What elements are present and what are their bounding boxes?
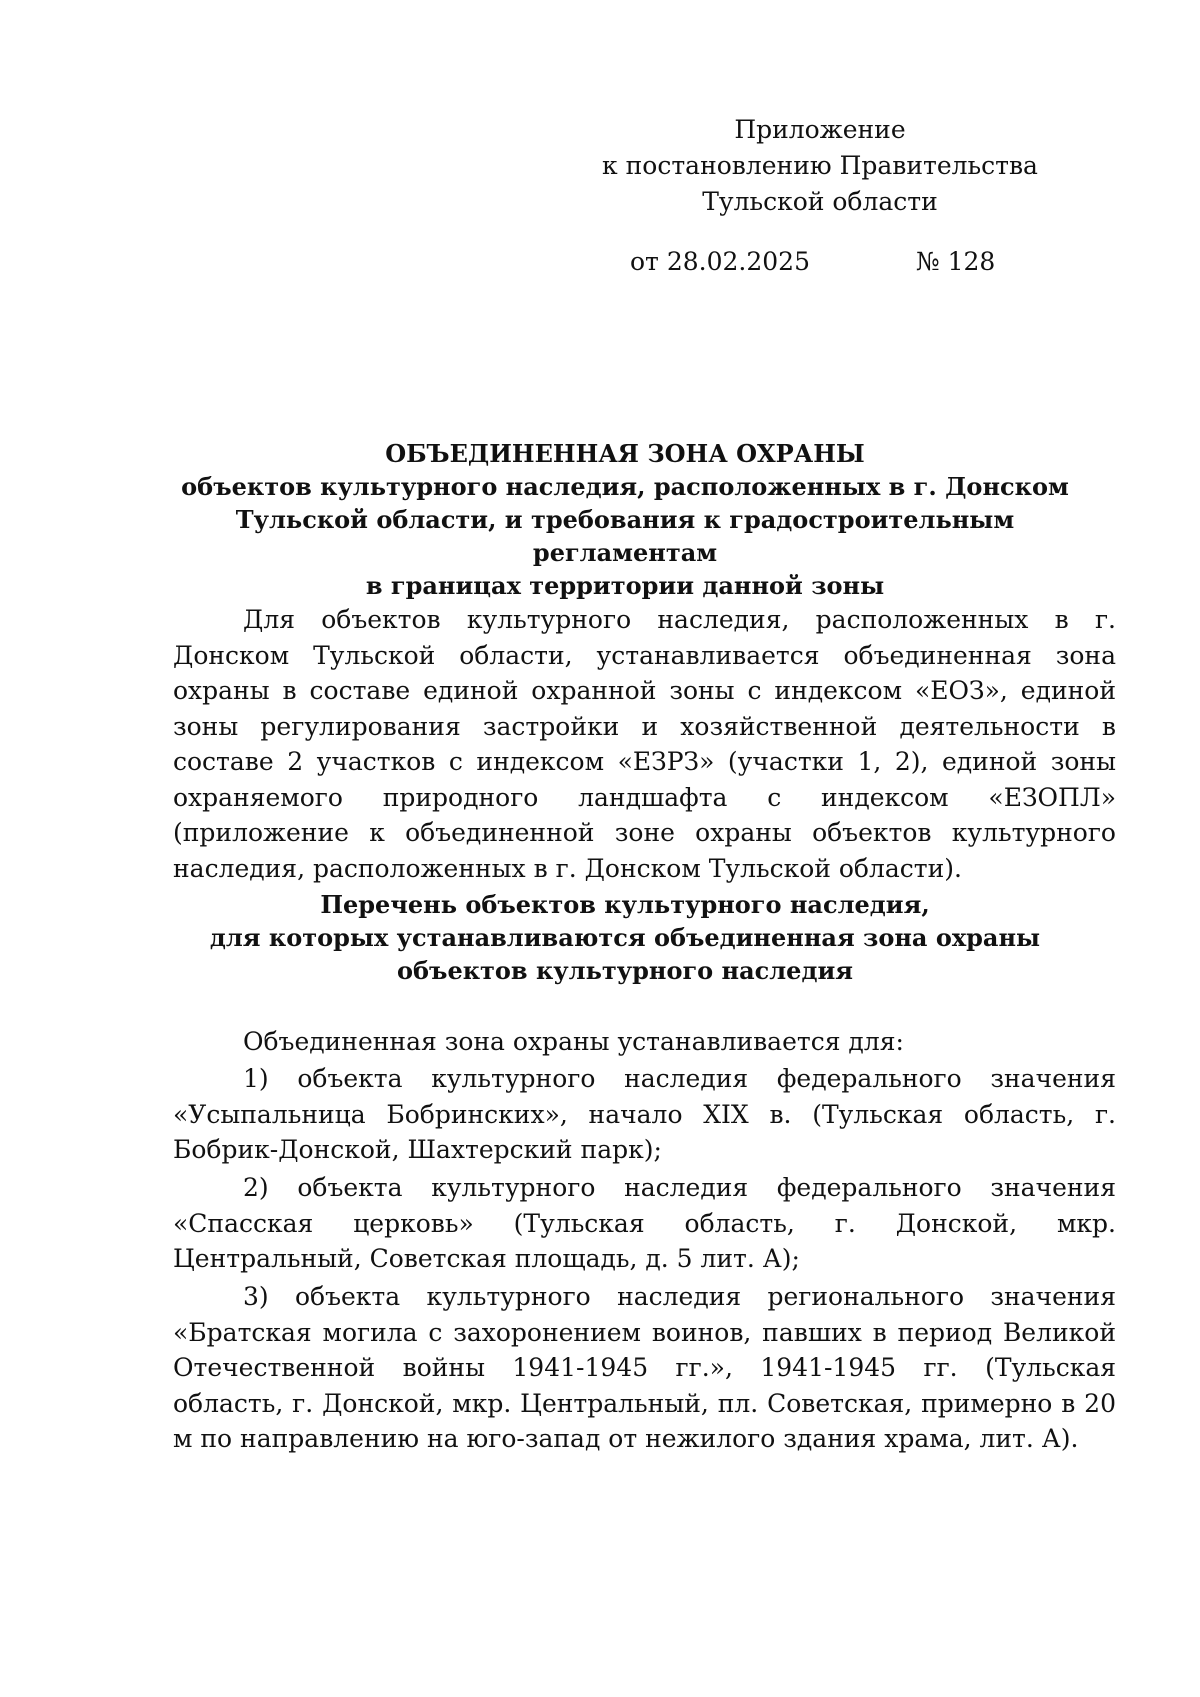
title-line-4: в границах территории данной зоны xyxy=(365,571,885,600)
list-item: 2) объекта культурного наследия федерального значения «Спасская церковь» (Тульская область, г. Донской, мкр. Центральный, Советская площадь, д. 5 лит. А); xyxy=(173,1173,1116,1273)
order-number: № 128 xyxy=(916,247,996,276)
list-heading-line-1: Перечень объектов культурного наследия, xyxy=(320,890,930,919)
title-line-1: ОБЪЕДИНЕННАЯ ЗОНА ОХРАНЫ xyxy=(385,439,865,468)
list-item: 3) объекта культурного наследия регионального значения «Братская могила с захоронением воинов, павших в период Великой Отечественной войны 1941-1945 гг.», 1941-1945 гг. (Тульская область, г. Донской, мкр. Центральный, пл. Советская, примерно в 20 м по направлению на юго-запад от нежилого здания храма, лит. А). xyxy=(173,1282,1116,1453)
list-heading-line-3: объектов культурного наследия xyxy=(397,956,853,985)
appendix-line-2: к постановлению Правительства xyxy=(602,151,1038,180)
intro-paragraph: Для объектов культурного наследия, расположенных в г. Донском Тульской области, устанавливается объединенная зона охраны в составе единой охранной зоны с индексом «ЕОЗ», единой зоны регулирования застройки и хозяйственной деятельности в составе 2 участков с индексом «ЕЗРЗ» (участки 1, 2), единой зоны охраняемого природного ландшафта с индексом «ЕЗОПЛ» (приложение к объединенной зоне охраны объектов культурного наследия, расположенных в г. Донском Тульской области). xyxy=(173,605,1116,883)
list-heading xyxy=(160,888,1090,987)
list-lead: Объединенная зона охраны устанавливается для: xyxy=(243,1027,904,1056)
appendix-line-3: Тульской области xyxy=(702,187,938,216)
title-line-2: объектов культурного наследия, расположенных в г. Донском xyxy=(181,472,1069,501)
order-date: от 28.02.2025 xyxy=(630,247,810,276)
appendix-header xyxy=(560,112,1080,220)
list-item: 1) объекта культурного наследия федерального значения «Усыпальница Бобринских», начало XIX в. (Тульская область, г. Бобрик-Донской, Шахтерский парк); xyxy=(173,1064,1116,1164)
title-line-3: Тульской области, и требования к градостроительным регламентам xyxy=(235,505,1015,567)
appendix-line-1: Приложение xyxy=(734,115,906,144)
document-title xyxy=(160,437,1090,602)
list-heading-line-2: для которых устанавливаются объединенная зона охраны xyxy=(209,923,1041,952)
